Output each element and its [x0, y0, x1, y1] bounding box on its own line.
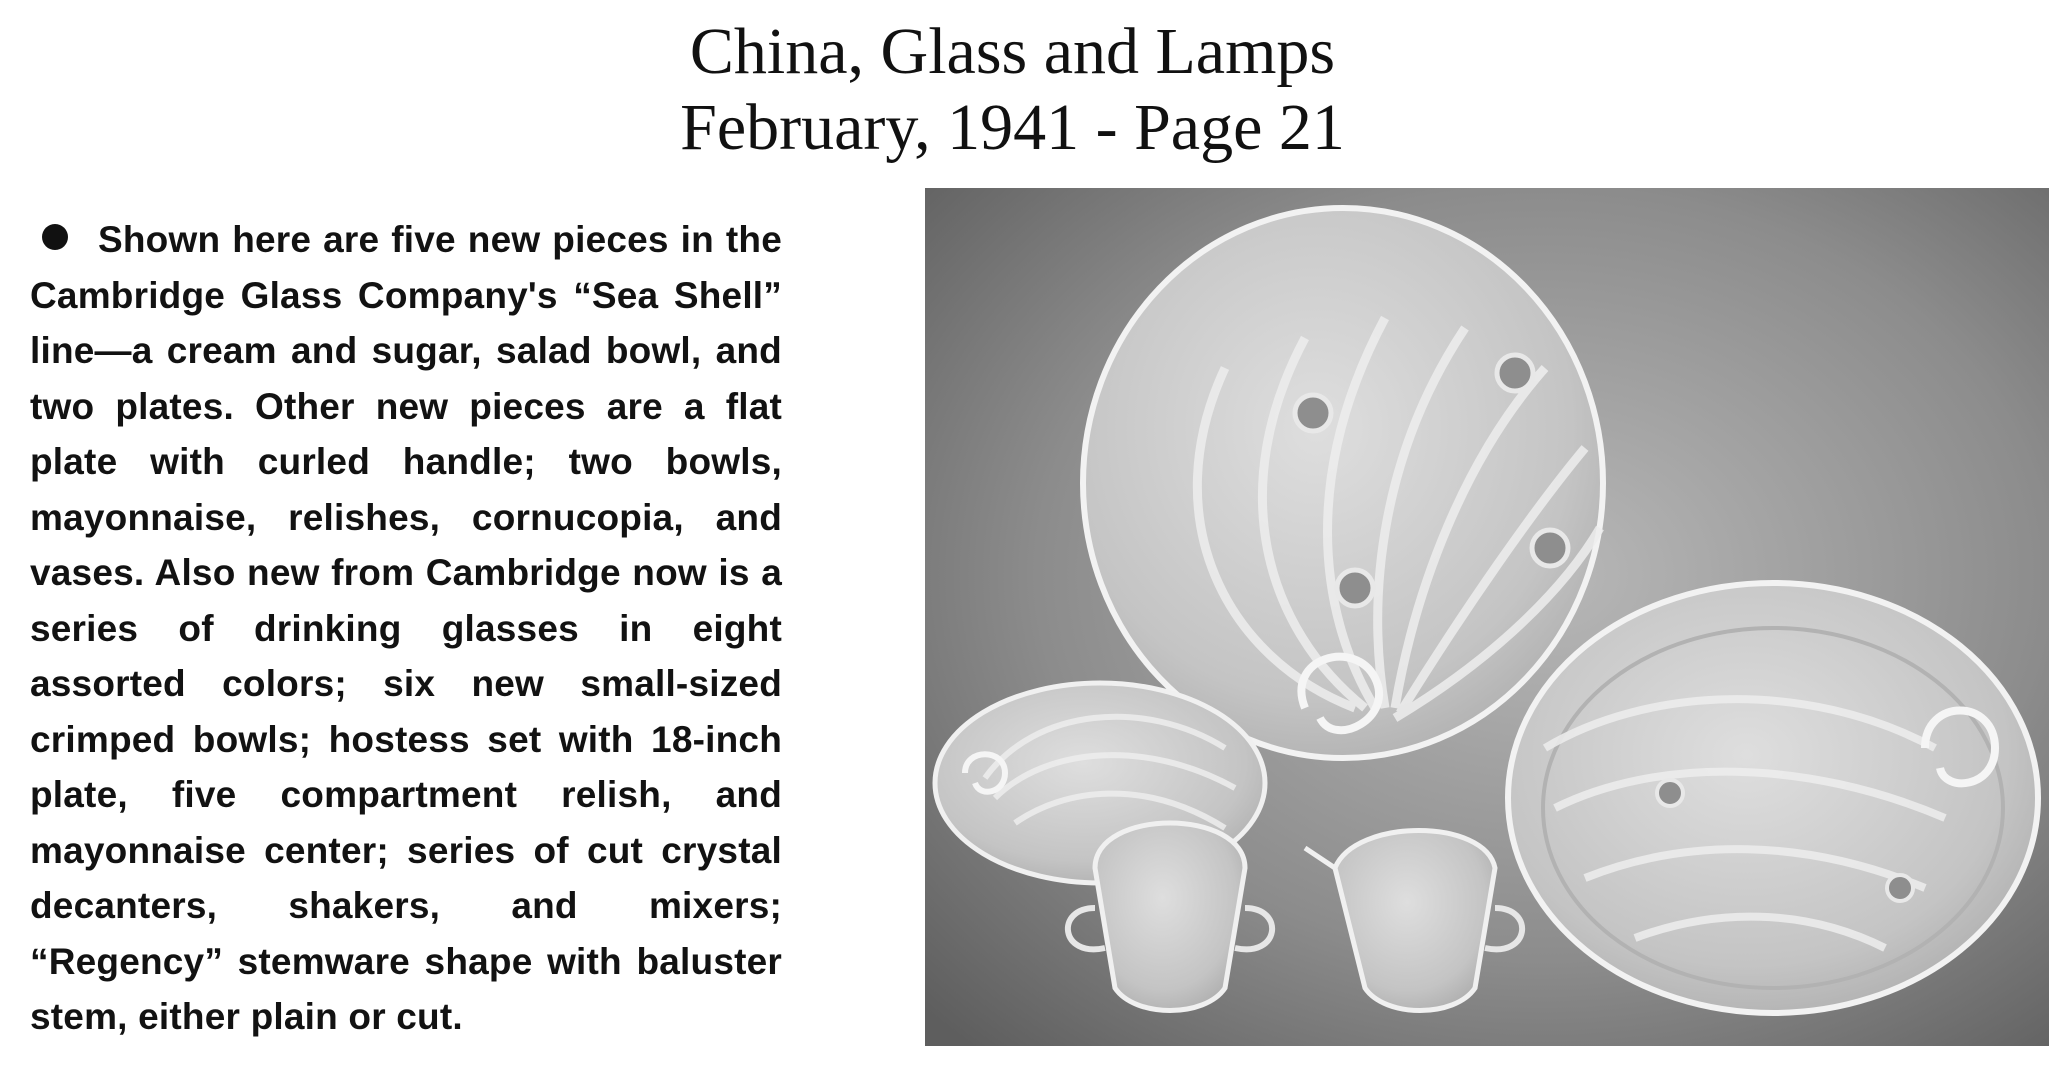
- glassware-photo: [925, 188, 2049, 1046]
- large-shell-plate: [1083, 208, 1603, 758]
- page-header: [0, 14, 2025, 166]
- publication-title: China, Glass and Lamps: [689, 15, 1336, 88]
- salad-bowl: [1508, 583, 2038, 1013]
- bullet-icon: [42, 224, 68, 250]
- issue-date-page: February, 1941 - Page 21: [680, 91, 1345, 164]
- article-text: Shown here are five new pieces in the Cambridge Glass Company's “Sea Shell” line—a cream and sugar, salad bowl, and two plates. Other new pieces are a flat plate with curled handle; two bowls, mayonnaise, relishes, cornucopia, and vases. Also new from Cambridge now is a series of drinking glasses in eight assorted colors; six new small-sized crimped bowls; hostess set with 18-inch plate, five compartment relish, and mayonnaise center; series of cut crystal decanters, shakers, and mixers; “Regency” stemware shape with baluster stem, either plain or cut.: [30, 219, 782, 1037]
- article-body: [30, 212, 782, 1045]
